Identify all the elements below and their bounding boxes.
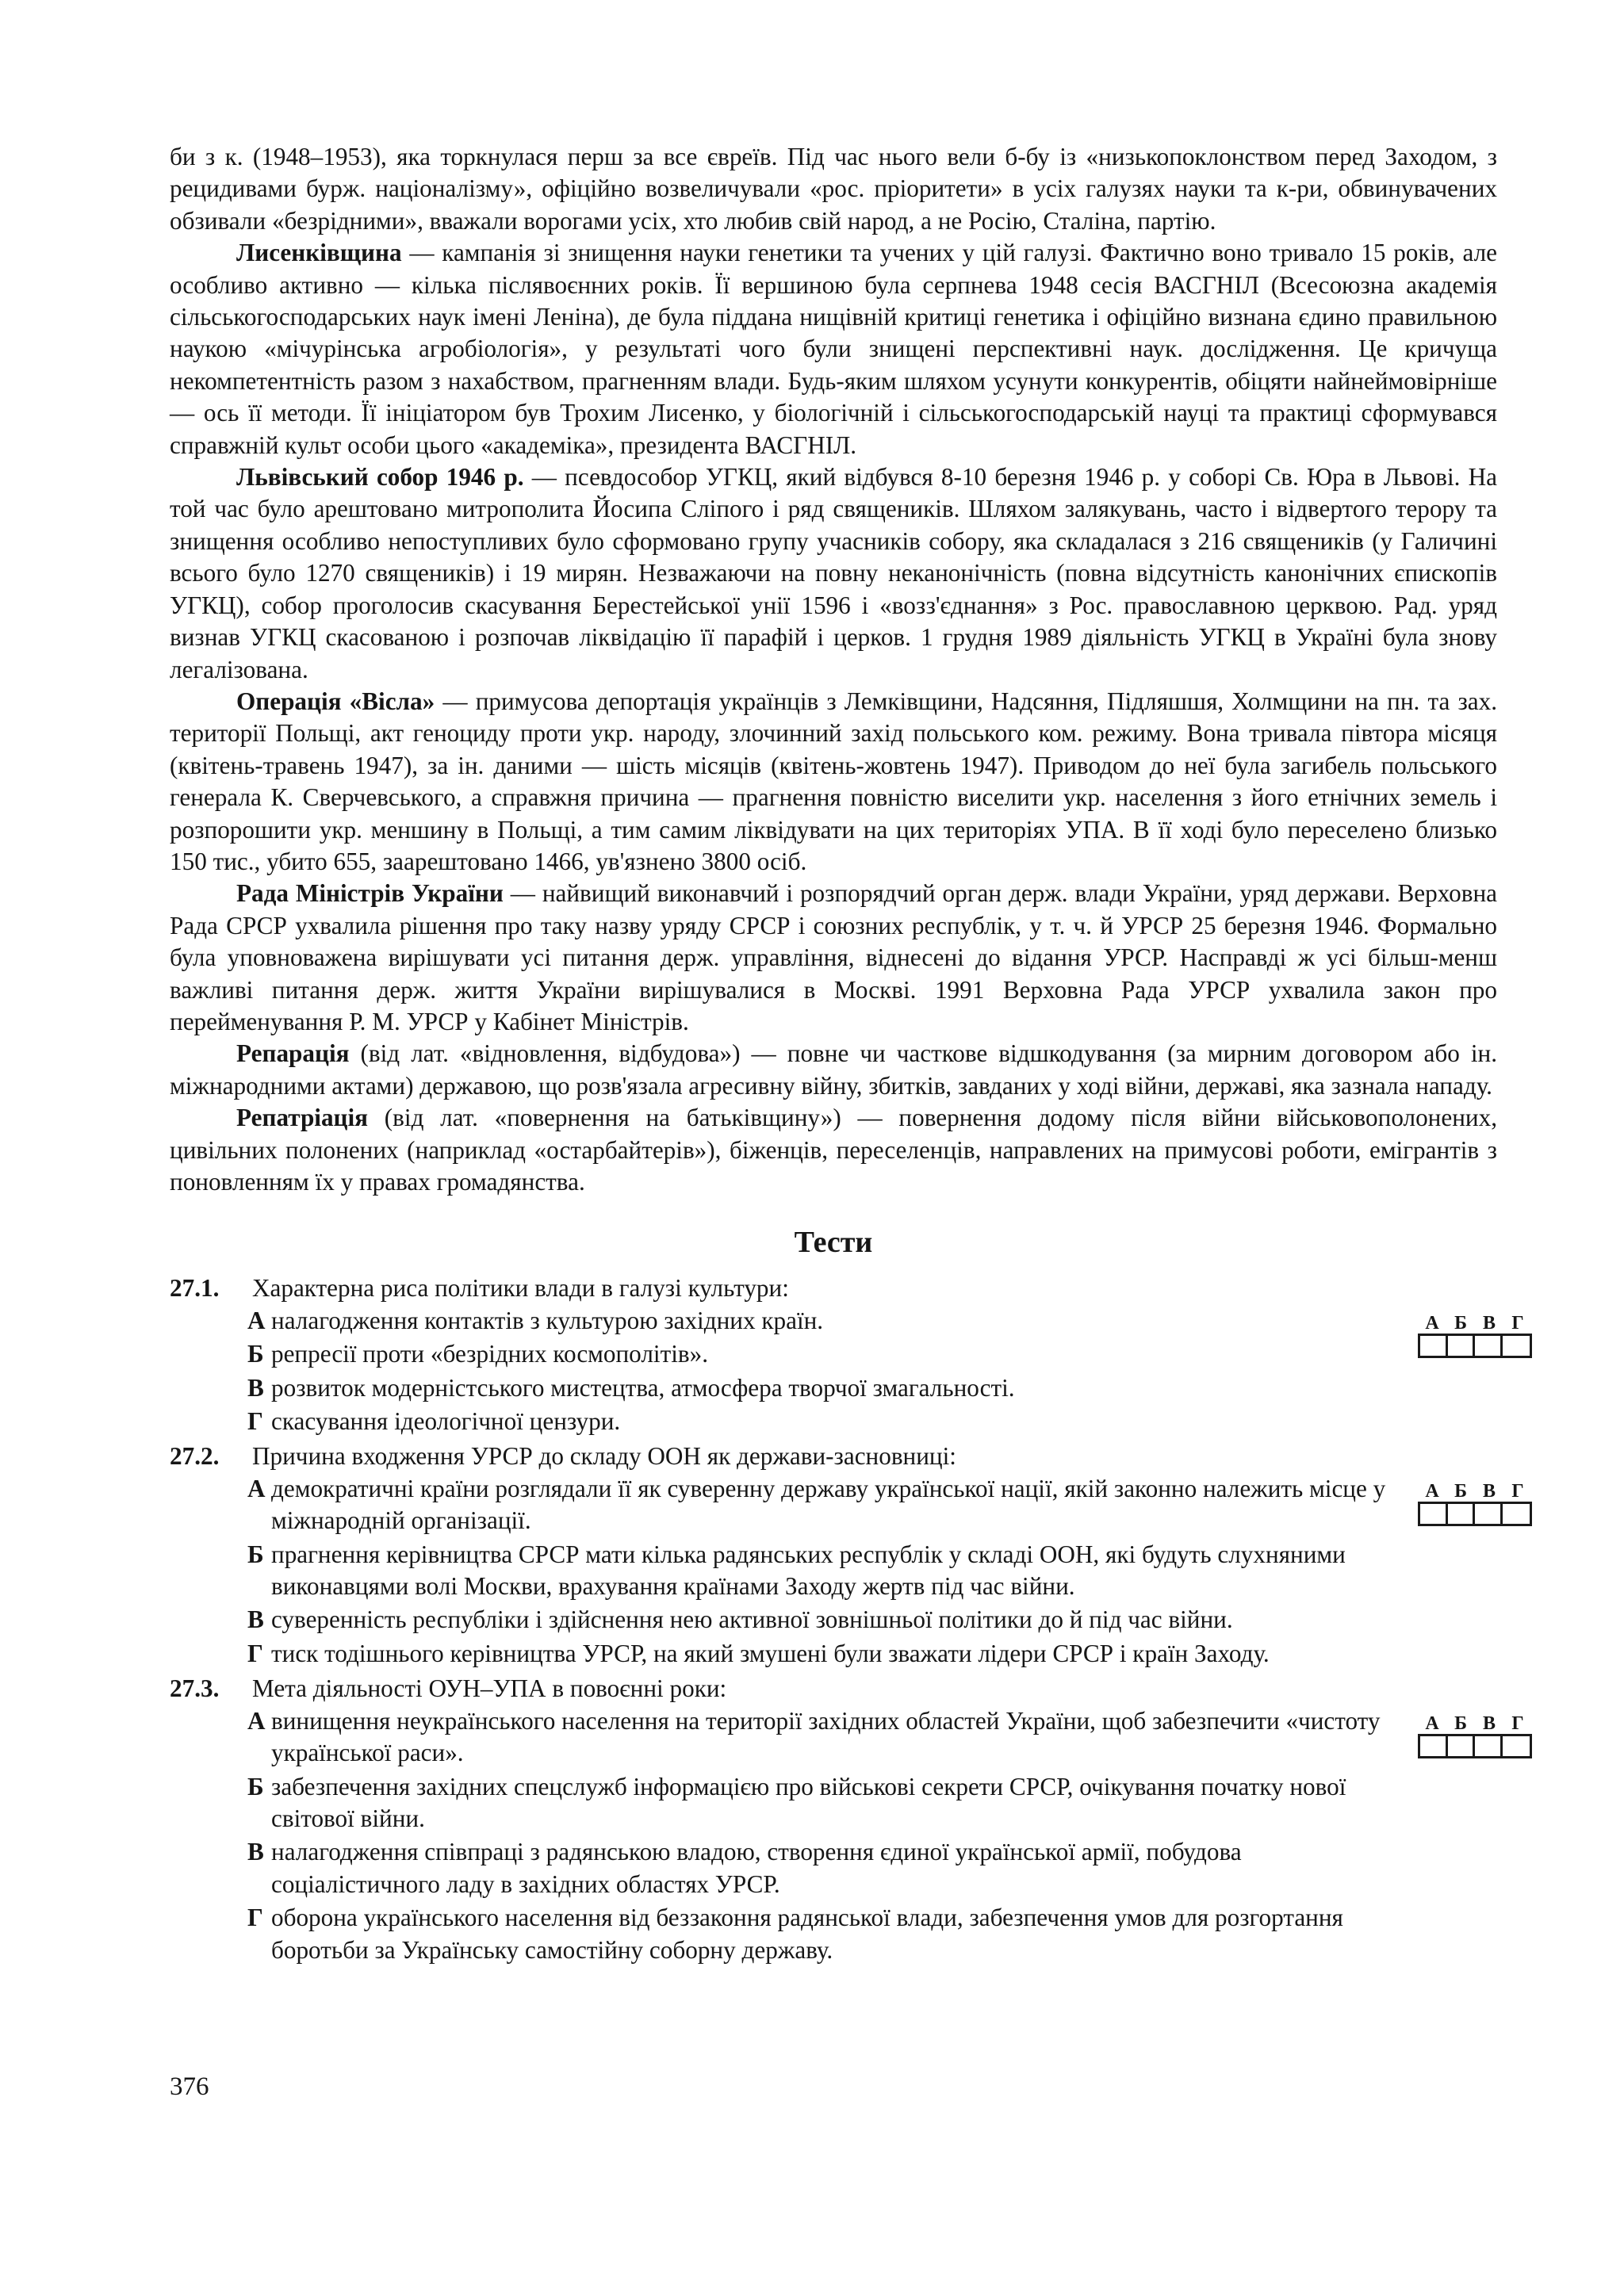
answer-checkbox[interactable] bbox=[1448, 1336, 1476, 1356]
glossary-paragraph bbox=[170, 878, 1497, 1038]
answer-option bbox=[247, 1338, 1396, 1370]
question-number: 27.1. bbox=[170, 1274, 220, 1303]
tests-title: Тести bbox=[794, 1226, 873, 1260]
answer-option bbox=[247, 1836, 1396, 1900]
answer-grid-letter: А bbox=[1425, 1480, 1439, 1502]
question-header bbox=[170, 1441, 1497, 1472]
answer-grid-letters bbox=[1418, 1313, 1532, 1334]
option-letter: Г bbox=[247, 1407, 263, 1436]
option-text: прагнення керівництва СРСР мати кілька радянських республік у складі ООН, які будуть слухняними виконавцями волі Москви, врахування країнами Заходу жертв під час війни. bbox=[271, 1540, 1346, 1601]
answer-checkbox[interactable] bbox=[1448, 1504, 1476, 1524]
answer-grid-letter: В bbox=[1482, 1480, 1496, 1502]
glossary-text: — псевдособор УГКЦ, який відбувся 8-10 березня 1946 р. у соборі Св. Юра в Львові. На той час було арештовано митрополита Йосипа Сліпого і ряд священиків. Шляхом залякувань, часто і відвертого терору та знищення особливо непоступливих було сформовано групу учасників собору, яка складалася з 216 священиків (у Галичині всього було 1270 священиків) і 19 мирян. Незважаючи на повну неканонічність (повна відсутність канонічних єпископів УГКЦ), собор проголосив скасування Берестейської унії 1596 і «возз'єднання» з Рос. православною церквою. Рад. уряд визнав УГКЦ скасованою і розпочав ліквідацію її парафій і церков. 1 грудня 1989 діяльність УГКЦ в Україні була знову легалізована. bbox=[170, 463, 1498, 683]
option-letter: Г bbox=[247, 1639, 263, 1667]
option-letter: Г bbox=[247, 1904, 263, 1932]
answer-grid-letters bbox=[1418, 1713, 1532, 1734]
answer-grid-letter: В bbox=[1482, 1312, 1496, 1334]
answer-checkbox[interactable] bbox=[1420, 1336, 1448, 1356]
answer-grid-letter: А bbox=[1425, 1312, 1439, 1334]
page-number: 376 bbox=[170, 2072, 209, 2101]
glossary-text: — примусова депортація українців з Лемківщини, Надсяння, Підляшшя, Холмщини на пн. та зах. території Польщі, акт геноциду проти укр. народу, злочинний захід польського ком. режиму. Вона тривала півтора місяця (квітень-травень 1947), за ін. даними — шість місяців (квітень-жовтень 1947). Приводом до неї була загибель польського генерала К. Сверчевського, а справжня причина — прагнення повністю виселити укр. населення з його етнічних земель і розпорошити укр. меншину в Польщі, а тим самим ліквідувати на цих територіях УПА. В її ході було переселено близько 150 тис., убито 655, заарештовано 1466, ув'язнено 3800 осіб. bbox=[170, 687, 1498, 875]
option-text: забезпечення західних спецслужб інформацією про військові секрети СРСР, очікування початку нової світової війни. bbox=[271, 1772, 1346, 1832]
answer-checkbox[interactable] bbox=[1475, 1736, 1503, 1756]
question-text: Причина входження УРСР до складу ООН як держави-засновниці: bbox=[252, 1442, 956, 1471]
question-header bbox=[170, 1673, 1497, 1705]
answer-checkbox[interactable] bbox=[1420, 1736, 1448, 1756]
glossary-text: (від лат. «відновлення, відбудова») — повне чи часткове відшкодування (за мирним договором або ін. міжнародними актами) державою, що розв'язала агресивну війну, збитків, завданих у ході війни, державі, яка зазнала нападу. bbox=[170, 1039, 1497, 1100]
option-text: скасування ідеологічної цензури. bbox=[271, 1407, 621, 1436]
answer-grid bbox=[1418, 1713, 1532, 1758]
answer-checkbox[interactable] bbox=[1503, 1504, 1530, 1524]
answer-option bbox=[247, 1473, 1396, 1537]
option-letter: А bbox=[247, 1306, 266, 1334]
answer-grid-letter: Б bbox=[1454, 1312, 1467, 1334]
answer-grid-letters bbox=[1418, 1481, 1532, 1502]
answer-option bbox=[247, 1771, 1396, 1835]
option-letter: А bbox=[247, 1706, 266, 1735]
option-letter: Б bbox=[247, 1772, 264, 1800]
answer-grid-letter: Г bbox=[1511, 1712, 1524, 1734]
glossary-section bbox=[170, 141, 1497, 1198]
glossary-term: Операція «Вісла» bbox=[236, 687, 435, 715]
answer-option bbox=[247, 1705, 1396, 1770]
option-text: розвиток модерністського мистецтва, атмосфера творчої змагальності. bbox=[271, 1373, 1015, 1402]
glossary-paragraph bbox=[170, 1038, 1497, 1102]
answer-checkbox[interactable] bbox=[1475, 1336, 1503, 1356]
glossary-term: Репатріація bbox=[236, 1104, 369, 1132]
option-text: репресії проти «безрідних космополітів». bbox=[271, 1340, 709, 1368]
answer-option bbox=[247, 1539, 1396, 1603]
option-letter: Б bbox=[247, 1340, 264, 1368]
option-letter: Б bbox=[247, 1540, 264, 1568]
answer-grid-letter: Г bbox=[1511, 1480, 1524, 1502]
question-number: 27.3. bbox=[170, 1674, 220, 1703]
question-header bbox=[170, 1272, 1497, 1304]
option-text: суверенність республіки і здійснення нею активної зовнішньої політики до й під час війни. bbox=[271, 1605, 1233, 1634]
answer-grid-letter: В bbox=[1482, 1712, 1496, 1734]
glossary-paragraph bbox=[170, 237, 1497, 461]
test-question bbox=[170, 1272, 1524, 1439]
option-letter: А bbox=[247, 1474, 266, 1502]
answer-checkbox[interactable] bbox=[1475, 1504, 1503, 1524]
answer-option bbox=[247, 1638, 1396, 1670]
answer-checkbox[interactable] bbox=[1503, 1736, 1530, 1756]
answer-option bbox=[247, 1604, 1396, 1636]
tests-section bbox=[170, 1272, 1524, 1968]
answer-options bbox=[247, 1305, 1396, 1440]
glossary-paragraph bbox=[170, 141, 1497, 237]
answer-checkbox[interactable] bbox=[1503, 1336, 1530, 1356]
answer-grid bbox=[1418, 1313, 1532, 1358]
answer-grid-boxes bbox=[1418, 1734, 1532, 1758]
glossary-paragraph bbox=[170, 1102, 1497, 1198]
option-text: налагодження контактів з культурою західних країн. bbox=[271, 1306, 824, 1334]
answer-grid-boxes bbox=[1418, 1502, 1532, 1526]
answer-option bbox=[247, 1372, 1396, 1404]
option-text: тиск тодішнього керівництва УРСР, на який змушені були зважати лідери СРСР і країн Заходу. bbox=[271, 1639, 1270, 1667]
answer-checkbox[interactable] bbox=[1420, 1504, 1448, 1524]
glossary-paragraph bbox=[170, 686, 1497, 878]
glossary-term: Львівський собор 1946 р. bbox=[236, 463, 524, 492]
option-text: оборона українського населення від беззаконня радянської влади, забезпечення умов для розгортання боротьби за Українську самостійну соборну державу. bbox=[271, 1904, 1343, 1964]
answer-option bbox=[247, 1902, 1396, 1966]
answer-grid-letter: Г bbox=[1511, 1312, 1524, 1334]
option-letter: В bbox=[247, 1373, 264, 1402]
answer-option bbox=[247, 1305, 1396, 1337]
answer-checkbox[interactable] bbox=[1448, 1736, 1476, 1756]
glossary-paragraph bbox=[170, 461, 1497, 686]
answer-grid-boxes bbox=[1418, 1334, 1532, 1358]
glossary-term: Лисенківщина bbox=[236, 239, 402, 267]
answer-grid bbox=[1418, 1481, 1532, 1526]
content bbox=[170, 141, 1524, 1968]
option-letter: В bbox=[247, 1605, 264, 1634]
option-text: винищення неукраїнського населення на території західних областей України, щоб забезпечити «чистоту української раси». bbox=[271, 1706, 1381, 1767]
question-number: 27.2. bbox=[170, 1442, 220, 1471]
answer-grid-letter: Б bbox=[1454, 1480, 1467, 1502]
answer-grid-letter: Б bbox=[1454, 1712, 1467, 1734]
answer-options bbox=[247, 1705, 1396, 1968]
answer-grid-letter: А bbox=[1425, 1712, 1439, 1734]
test-question bbox=[170, 1673, 1524, 1968]
option-letter: В bbox=[247, 1838, 264, 1866]
option-text: налагодження співпраці з радянською владою, створення єдиної української армії, побудова соціалістичного ладу в західних областях УРСР. bbox=[271, 1838, 1242, 1898]
glossary-text: (від лат. «повернення на батьківщину») — повернення додому після війни військовополонених, цивільних полонених (наприклад «остарбайтерів»), біженців, переселенців, направлених на примусові роботи, емігрантів з поновленням їх у правах громадянства. bbox=[170, 1104, 1497, 1196]
glossary-term: Рада Міністрів України bbox=[236, 879, 504, 908]
glossary-term: Репарація bbox=[236, 1039, 350, 1068]
answer-options bbox=[247, 1473, 1396, 1671]
test-question bbox=[170, 1441, 1524, 1671]
answer-option bbox=[247, 1406, 1396, 1437]
question-text: Характерна риса політики влади в галузі культури: bbox=[252, 1274, 789, 1303]
glossary-text: би з к. (1948–1953), яка торкнулася перш за все євреїв. Під час нього вели б-бу із «низькопоклонством перед Заходом, з рецидивами бурж. націоналізму», офіційно возвеличували «рос. пріоритети» в усіх галузях науки та к-ри, обвинувачених обзивали «безрідними», вважали ворогами усіх, хто любив свій народ, а не Росію, Сталіна, партію. bbox=[170, 143, 1497, 235]
option-text: демократичні країни розглядали її як суверенну державу української нації, якій законно належить місце у міжнародній організації. bbox=[271, 1474, 1386, 1535]
glossary-text: — найвищий виконавчий і розпорядчий орган держ. влади України, уряд держави. Верховна Рада СРСР ухвалила рішення про таку назву уряду СРСР і союзних республік, у т. ч. й УРСР 25 березня 1946. Формально була уповноважена вирішувати усі питання держ. управління, віднесені до відання УРСР. Насправді ж усі більш-менш важливі питання держ. життя України вирішувалися в Москві. 1991 Верховна Рада УРСР ухвалила закон про перейменування Р. М. УРСР у Кабінет Міністрів. bbox=[170, 879, 1497, 1035]
glossary-text: — кампанія зі знищення науки генетики та учених у цій галузі. Фактично воно тривало 15 років, але особливо активно — кілька післявоєнних років. Її вершиною була серпнева 1948 сесія ВАСГНІЛ (Всесоюзна академія сільськогосподарських наук імені Леніна), де була піддана нищівній критиці генетика і офіційно визнана єдино правильною наукою «мічурінська агробіологія», у результаті чого були знищені перспективні наук. дослідження. Це кричуща некомпетентність разом з нахабством, прагненням влади. Будь-яким шляхом усунути конкурентів, обіцяти найнеймовірніше — ось її методи. Її ініціатором був Трохим Лисенко, у біологічній і сільськогосподарській науці та практиці сформувався справжній культ особи цього «академіка», президента ВАСГНІЛ. bbox=[170, 239, 1497, 459]
question-text: Мета діяльності ОУН–УПА в повоєнні роки: bbox=[252, 1674, 727, 1703]
